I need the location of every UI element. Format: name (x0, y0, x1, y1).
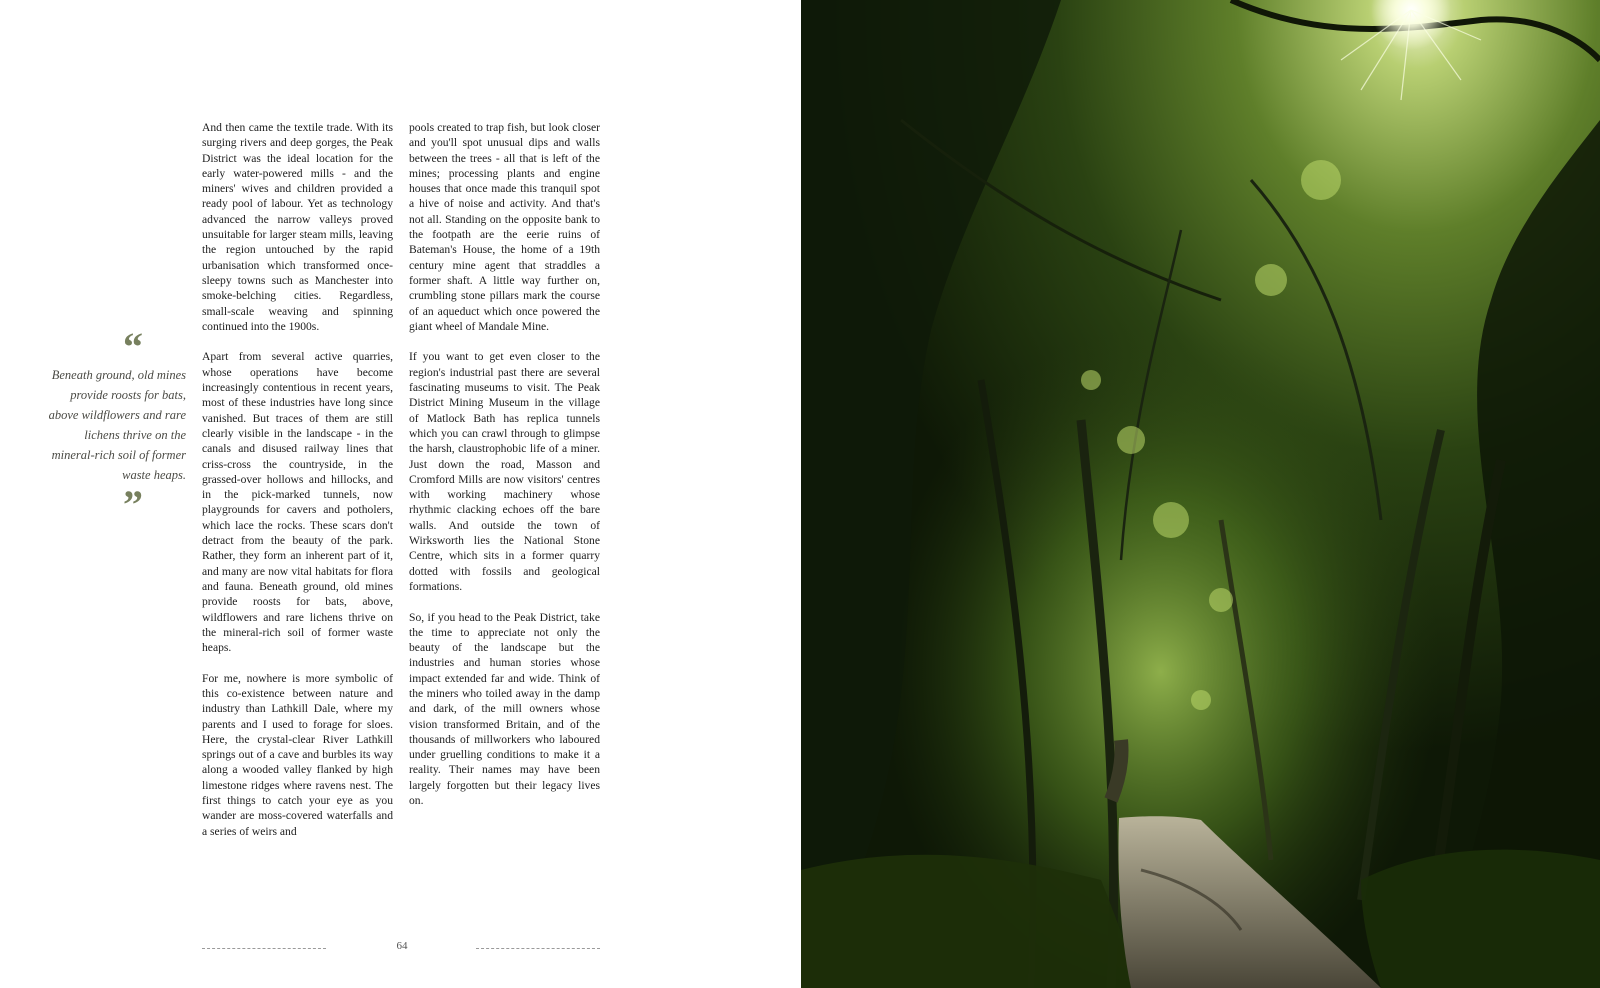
pull-quote-text: Beneath ground, old mines provide roosts for bats, above wildflowers and rare lichens thrive on the mineral-rich soil of former waste heaps. (48, 368, 186, 482)
footer-divider-left (202, 948, 326, 949)
paragraph: If you want to get even closer to the region's industrial past there are several fascinating museums to visit. The Peak District Mining Museum in the village of Matlock Bath has replica tunnels which you can crawl through to glimpse the harsh, claustrophobic life of a miner. Just down the road, Masson and Cromford Mills are now visitors' centres with working machinery whose rhythmic clacking echoes off the bare walls. And outside the town of Wirksworth lies the National Stone Centre, which sits in a former quarry dotted with fossils and geological formations. (409, 350, 600, 593)
article-column-1 (202, 120, 393, 854)
paragraph: Apart from several active quarries, whose operations have become increasingly contentious in recent years, most of these industries have long since vanished. But traces of them are still clearly visible in the landscape - in the canals and disused railway lines that criss-cross the countryside, in the grassed-over hollows and hillocks, and in the pick-marked tunnels, now playgrounds for cavers and potholers, which lace the rocks. These scars don't detract from the beauty of the park. Rather, they form an inherent part of it, and many are now vital habitats for flora and fauna. Beneath ground, old mines provide roosts for bats, above, wildflowers and rare lichens thrive on the mineral-rich soil of former waste heaps. (202, 350, 393, 655)
footer-divider-right (476, 948, 600, 949)
ground-vegetation-right (1361, 850, 1600, 988)
pull-quote (40, 324, 186, 527)
paragraph: pools created to trap fish, but look closer and you'll spot unusual dips and walls between the trees - all that is left of the mines; processing plants and engine houses that once made this tranquil spot a hive of noise and activity. And that's not all. Standing on the opposite bank to the footpath are the eerie ruins of Bateman's House, the home of a 19th century mine agent that straddles a former shaft. A little way further on, crumbling stone pillars mark the course of an aqueduct which once powered the giant wheel of Mandale Mine. (409, 121, 600, 333)
article-column-2 (409, 120, 600, 824)
paragraph: And then came the textile trade. With its surging rivers and deep gorges, the Peak District was the ideal location for the early water-powered mills - and the miners' wives and children provided a ready pool of labour. Yet as technology advanced the narrow valleys proved unsuitable for larger steam mills, leaving the region untouched by the rapid urbanisation which transformed once-sleepy towns such as Manchester into smoke-belching cities. Regardless, small-scale weaving and spinning continued into the 1900s. (202, 121, 393, 333)
forest-path-photo (801, 0, 1600, 988)
forest-path-illustration (801, 0, 1600, 988)
close-quote-mark: ” (123, 482, 143, 527)
open-quote-mark: “ (123, 324, 143, 369)
paragraph: So, if you head to the Peak District, take the time to appreciate not only the beauty of the landscape but the industries and human stories whose impact extended far and wide. Think of the miners who toiled away in the damp and dark, of the mill owners whose vision transformed Britain, and of the thousands of millworkers who laboured under gruelling conditions to make it a reality. Their names may have been largely forgotten but their legacy lives on. (409, 610, 600, 808)
paragraph: For me, nowhere is more symbolic of this co-existence between nature and industry than Lathkill Dale, where my parents and I used to forage for sloes. Here, the crystal-clear River Lathkill springs out of a cave and burbles its way along a wooded valley flanked by high limestone ridges where ravens nest. The first things to catch your eye as you wander are moss-covered waterfalls and a series of weirs and (202, 671, 393, 838)
page-footer (202, 940, 600, 958)
page-number: 64 (396, 940, 408, 952)
